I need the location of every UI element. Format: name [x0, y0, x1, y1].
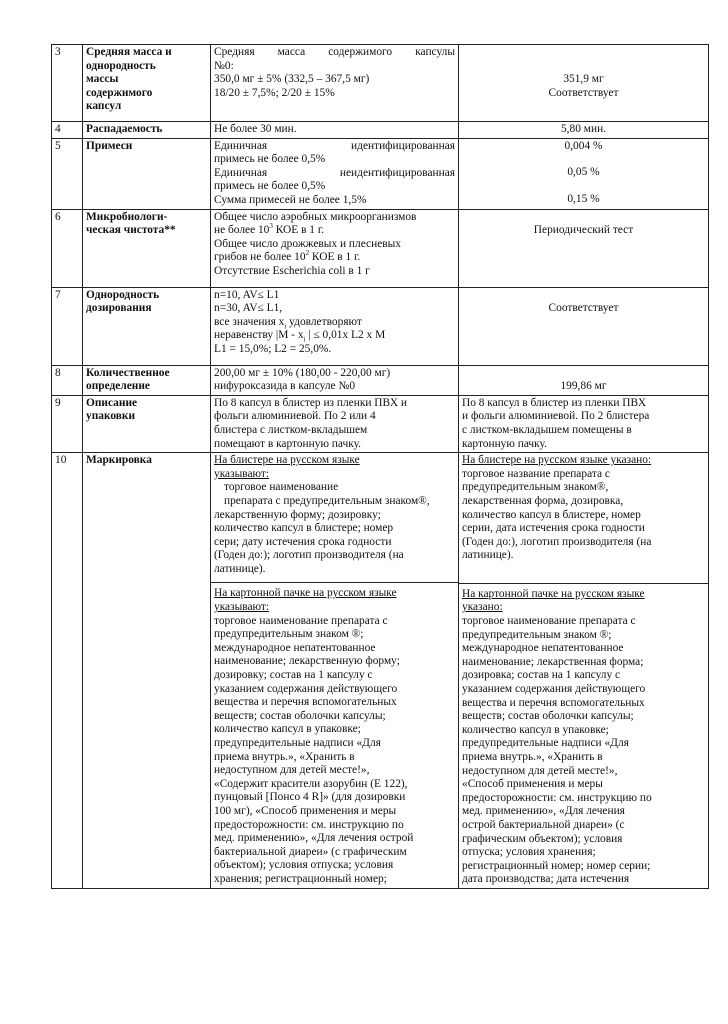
- row-number: 10: [52, 453, 83, 889]
- result-cell: На блистере на русском языке указано: торговое название препарата с предупредительным знаком®, лекарственная форма, дозировка, количество капсул в блистере, номер серии, дата истечения срока годности (Годен до:), логотип производителя (на латинице). На картонной пачке на русском языке указано: торговое наименование препарата с предупредительным знаком ®; международное непатентованное наименование; лекарственная форма; дозировка; состав на 1 капсулу с указанием содержания действующего вещества и перечня вспомогательных веществ; состав оболочки капсулы; количество капсул в упаковке; предупредительные надписи «Для приема внутрь.», «Хранить в недоступном для детей месте!», «Способ применения и меры предосторожности: см. инструкцию по мед. применению», «Для лечения острой бактериальной диареи» (с графическим объектом); условия отпуска; условия хранения; регистрационный номер; номер серии; дата производства; дата истечения: [459, 453, 709, 889]
- result-cell: 5,80 мин.: [459, 122, 709, 139]
- test-name: Количественное определение: [83, 365, 211, 395]
- row-number: 6: [52, 209, 83, 287]
- result-cell: По 8 капсул в блистер из пленки ПВХ и фольги алюминиевой. По 2 блистера с листком-вкладышем помещены в картонную пачку.: [459, 395, 709, 452]
- table-row: [52, 395, 709, 452]
- result-cell: 351,9 мг Соответствует: [459, 45, 709, 122]
- test-name: Распадаемость: [83, 122, 211, 139]
- test-name: Микробиологи- ческая чистота**: [83, 209, 211, 287]
- table-row: [52, 287, 709, 365]
- row-number: 3: [52, 45, 83, 122]
- row-number: 8: [52, 365, 83, 395]
- norm-cell: Не более 30 мин.: [211, 122, 459, 139]
- row-number: 4: [52, 122, 83, 139]
- test-name: Примеси: [83, 138, 211, 209]
- test-name: Средняя масса и однородность массы содержимого капсул: [83, 45, 211, 122]
- table-row: [52, 45, 709, 122]
- norm-cell: По 8 капсул в блистер из пленки ПВХ и фольги алюминиевой. По 2 или 4 блистера с листком-вкладышем помещают в картонную пачку.: [211, 395, 459, 452]
- table-row: [52, 209, 709, 287]
- table-row: [52, 122, 709, 139]
- test-name: Однородность дозирования: [83, 287, 211, 365]
- result-cell: 0,004 % 0,05 % 0,15 %: [459, 138, 709, 209]
- specification-table: [51, 44, 709, 889]
- norm-cell: Единичная идентифицированная примесь не более 0,5% Единичная неидентифицированная примесь не более 0,5% Сумма примесей не более 1,5%: [211, 138, 459, 209]
- table-row: [52, 453, 709, 889]
- test-name: Маркировка: [83, 453, 211, 889]
- test-name: Описание упаковки: [83, 395, 211, 452]
- row-number: 5: [52, 138, 83, 209]
- norm-cell: На блистере на русском языке указывают: торговое наименование препарата с предупредительным знаком®, лекарственную форму; дозировку; количество капсул в блистере; номер сери; дату истечения срока годности (Годен до:); логотип производителя (на латинице). На картонной пачке на русском языке указывают: торговое наименование препарата с предупредительным знаком ®; международное непатентованное наименование; лекарственную форму; дозировку; состав на 1 капсулу с указанием содержания действующего вещества и перечня вспомогательных веществ; состав оболочки капсулы; количество капсул в упаковке; предупредительные надписи «Для приема внутрь.», «Хранить в недоступном для детей месте!», «Содержит красители азорубин (E 122), пунцовый [Понсо 4 R]» (для дозировки 100 мг), «Способ применения и меры предосторожности: см. инструкцию по мед. применению», «Для лечения острой бактериальной диареи» (с графическим объектом); условия отпуска; условия хранения; регистрационный номер;: [211, 453, 459, 889]
- norm-cell: Средняя масса содержимого капсулы №0: 350,0 мг ± 5% (332,5 – 367,5 мг) 18/20 ± 7,5%; 2/20 ± 15%: [211, 45, 459, 122]
- row-number: 7: [52, 287, 83, 365]
- norm-cell: n=10, AV≤ L1 n=30, AV≤ L1, все значения $x_i$ удовлетворяют неравенству $|M - x_i$ | ≤ 0,01x L2 x M L1 = 15,0%; L2 = 25,0%.: [211, 287, 459, 365]
- result-cell: 199,86 мг: [459, 365, 709, 395]
- norm-cell: 200,00 мг ± 10% (180,00 - 220,00 мг) нифуроксазида в капсуле №0: [211, 365, 459, 395]
- table-row: [52, 138, 709, 209]
- table-row: [52, 365, 709, 395]
- row-number: 9: [52, 395, 83, 452]
- result-cell: Соответствует: [459, 287, 709, 365]
- result-cell: Периодический тест: [459, 209, 709, 287]
- norm-cell: Общее число аэробных микроорганизмов не более $10^3$ КОЕ в 1 г. Общее число дрожжевых и плесневых грибов не более $10^2$ КОЕ в 1 г. Отсутствие Escherichia coli в 1 г: [211, 209, 459, 287]
